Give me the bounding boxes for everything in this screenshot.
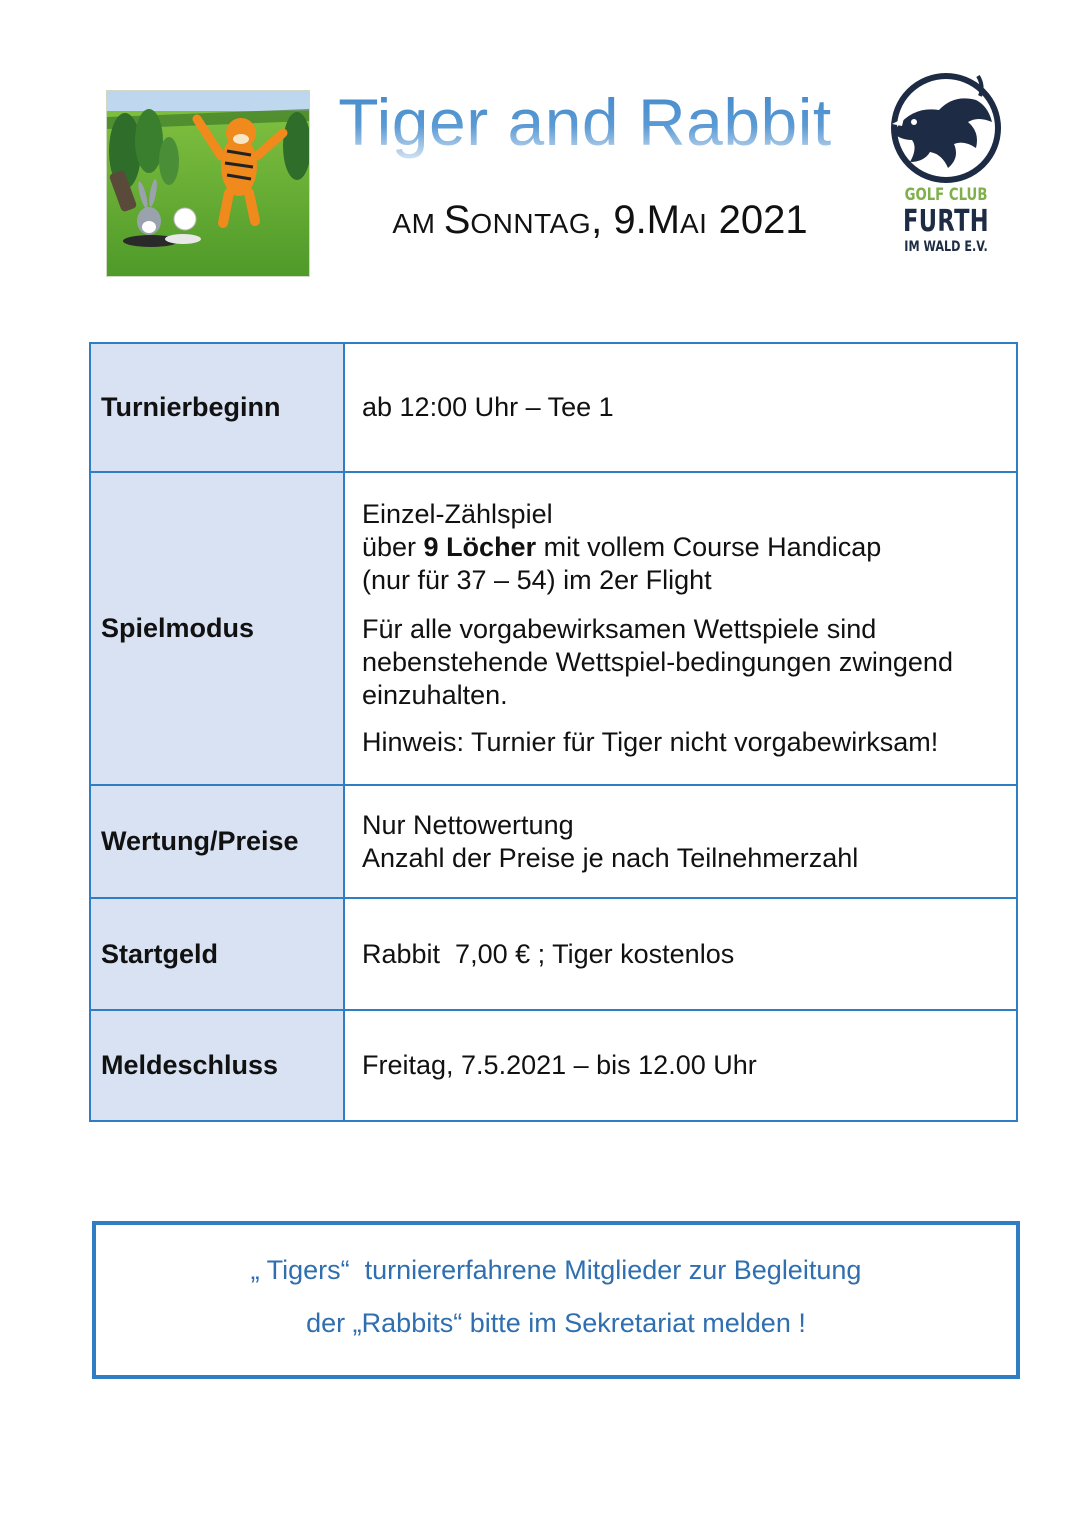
notice-line-1: „ Tigers“ turniererfahrene Mitglieder zur Begleitung <box>250 1255 862 1285</box>
label-startgeld: Startgeld <box>90 898 344 1010</box>
spielmodus-line-2c: mit vollem Course Handicap <box>536 532 882 562</box>
spielmodus-line-1: Einzel-Zählspiel <box>362 499 553 529</box>
spielmodus-line-2a: über <box>362 532 424 562</box>
date-year: 2021 <box>707 198 808 242</box>
wertung-line-2: Anzahl der Preise je nach Teilnehmerzahl <box>362 842 859 873</box>
spielmodus-hint: Hinweis: Turnier für Tiger nicht vorgabewirksam! <box>362 727 939 757</box>
page-title: Tiger and Rabbit <box>330 82 840 162</box>
header-photo <box>106 90 310 277</box>
golf-club-logo <box>884 66 1008 266</box>
event-date <box>330 194 870 250</box>
dragon-emblem-icon <box>884 66 1008 184</box>
golf-cartoon-image <box>107 91 309 276</box>
tournament-info-table <box>89 342 1018 1122</box>
label-wertung: Wertung/Preise <box>90 785 344 898</box>
date-weekday-initial: S <box>443 198 471 242</box>
date-weekday-rest: ONNTAG <box>470 208 592 239</box>
wertung-line-1: Nur Nettowertung <box>362 809 574 840</box>
value-turnierbeginn: ab 12:00 Uhr – Tee 1 <box>344 343 1017 472</box>
date-prefix: AM <box>392 208 444 239</box>
label-turnierbeginn: Turnierbeginn <box>90 343 344 472</box>
logo-text-im-wald: IM WALD E.V. <box>904 239 988 255</box>
logo-text-furth: FURTH <box>902 204 990 239</box>
label-meldeschluss: Meldeschluss <box>90 1010 344 1121</box>
table-row-startgeld <box>90 898 1017 1010</box>
table-row-meldeschluss <box>90 1010 1017 1121</box>
table-row-wertung <box>90 785 1017 898</box>
value-meldeschluss: Freitag, 7.5.2021 – bis 12.00 Uhr <box>344 1010 1017 1121</box>
value-spielmodus <box>344 472 1017 785</box>
logo-text-golf-club: GOLF CLUB <box>904 185 988 205</box>
table-row-turnierbeginn <box>90 343 1017 472</box>
spielmodus-paragraph-2: Für alle vorgabewirksamen Wettspiele sind nebenstehende Wettspiel-bedingungen zwingend einzuhalten. <box>362 614 953 710</box>
spielmodus-line-3: (nur für 37 – 54) im 2er Flight <box>362 565 712 595</box>
notice-line-2: der „Rabbits“ bitte im Sekretariat melden ! <box>306 1308 806 1338</box>
date-day: , 9.M <box>591 198 680 242</box>
date-month-rest: AI <box>680 208 708 239</box>
value-wertung <box>344 785 1017 898</box>
label-spielmodus: Spielmodus <box>90 472 344 785</box>
spielmodus-line-2 <box>362 531 1006 564</box>
value-startgeld: Rabbit 7,00 € ; Tiger kostenlos <box>344 898 1017 1010</box>
notice-box <box>92 1221 1020 1379</box>
spielmodus-holes: 9 Löcher <box>423 532 537 562</box>
table-row-spielmodus <box>90 472 1017 785</box>
